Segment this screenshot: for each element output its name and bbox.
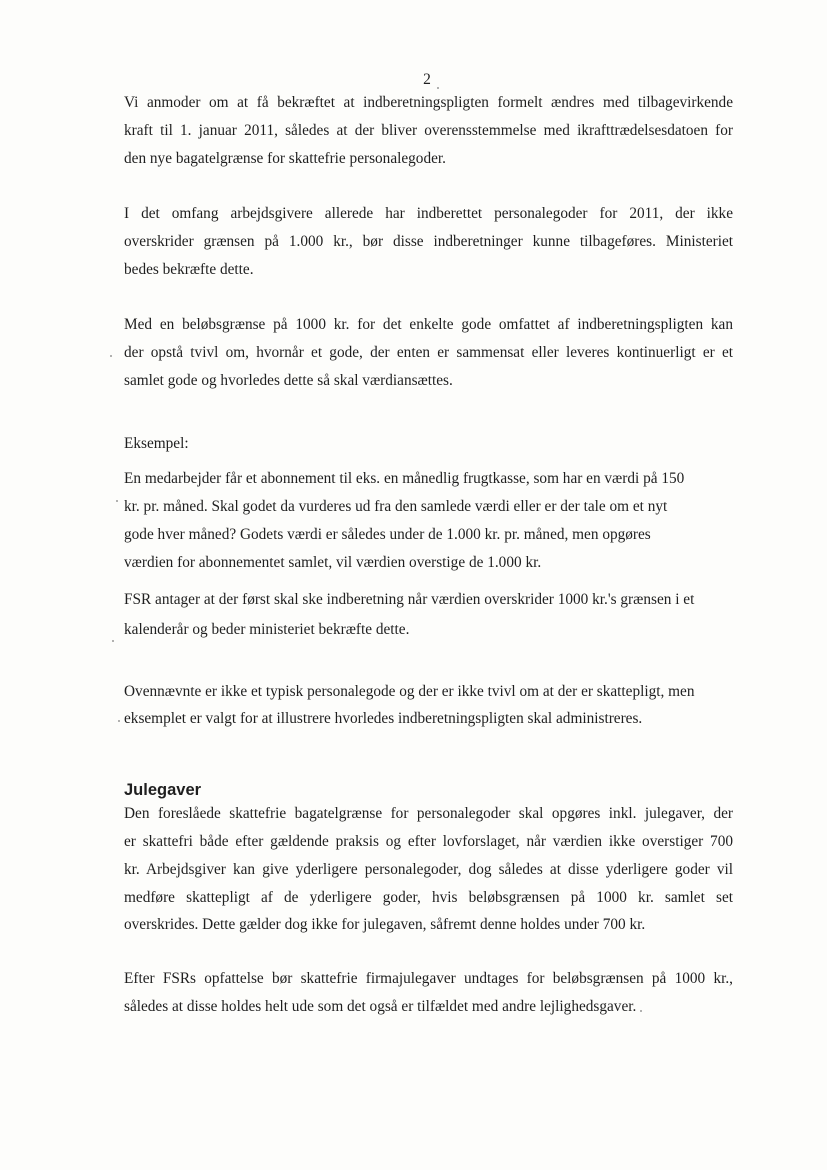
paragraph-line: Den foreslåede skattefrie bagatelgrænse for personalegoder skal opgøres inkl. julegaver, der: [124, 805, 733, 822]
paragraph-line: FSR antager at der først skal ske indberetning når værdien overskrider 1000 kr.'s grænsen i et: [124, 591, 695, 608]
paragraph-line: En medarbejder får et abonnement til eks. en månedlig frugtkasse, som har en værdi på 150: [124, 470, 685, 487]
paragraph-line: overskrides. Dette gælder dog ikke for julegaven, såfremt denne holdes under 700 kr.: [124, 916, 646, 933]
paragraph-line: er skattefri både efter gældende praksis og efter lovforslaget, når værdien ikke overstiger 700: [124, 833, 733, 850]
paragraph-line: overskrider grænsen på 1.000 kr., bør disse indberetninger kunne tilbageføres. Ministeriet: [124, 233, 733, 250]
paragraph-line: Vi anmoder om at få bekræftet at indberetningspligten formelt ændres med tilbagevirkende: [124, 94, 733, 111]
section-heading: Julegaver: [124, 781, 202, 799]
scan-speck: [116, 500, 118, 502]
paragraph-line: medføre skattepligt af de yderligere goder, hvis beløbsgrænsen på 1000 kr. samlet set: [124, 889, 733, 906]
example-label: Eksempel:: [124, 435, 189, 452]
paragraph-line: Efter FSRs opfattelse bør skattefrie firmajulegaver undtages for beløbsgrænsen på 1000 kr.,: [124, 970, 733, 987]
paragraph-line: kalenderår og beder ministeriet bekræfte dette.: [124, 621, 410, 638]
paragraph-line: gode hver måned? Godets værdi er således under de 1.000 kr. pr. måned, men opgøres: [124, 526, 651, 543]
paragraph-line: Ovennævnte er ikke et typisk personalegode og der er ikke tvivl om at der er skattepligt, men: [124, 683, 695, 700]
scan-speck: [110, 355, 112, 357]
paragraph-line: således at disse holdes helt ude som det også er tilfældet med andre lejlighedsgaver.: [124, 998, 637, 1015]
page-number: 2: [423, 71, 431, 88]
scan-speck: [118, 720, 120, 722]
paragraph-line: bedes bekræfte dette.: [124, 261, 254, 278]
paragraph-line: I det omfang arbejdsgivere allerede har indberettet personalegoder for 2011, der ikke: [124, 205, 733, 222]
scan-speck: [437, 87, 439, 89]
paragraph-line: der opstå tvivl om, hvornår et gode, der enten er sammensat eller leveres kontinuerligt er et: [124, 344, 733, 361]
scan-speck: [112, 640, 114, 642]
paragraph-line: kr. Arbejdsgiver kan give yderligere personalegoder, dog således at disse yderligere goder vil: [124, 861, 733, 878]
paragraph-line: kr. pr. måned. Skal godet da vurderes ud fra den samlede værdi eller er der tale om et nyt: [124, 498, 668, 515]
paragraph-line: Med en beløbsgrænse på 1000 kr. for det enkelte gode omfattet af indberetningspligten kan: [124, 316, 733, 333]
paragraph-line: samlet gode og hvorledes dette så skal værdiansættes.: [124, 372, 453, 389]
paragraph-line: den nye bagatelgrænse for skattefrie personalegoder.: [124, 150, 446, 167]
paragraph-line: eksemplet er valgt for at illustrere hvorledes indberetningspligten skal administreres.: [124, 710, 643, 727]
paragraph-line: kraft til 1. januar 2011, således at der bliver overensstemmelse med ikrafttrædelsesdatoen for: [124, 122, 733, 139]
scan-speck: [640, 1010, 642, 1012]
paragraph-line: værdien for abonnementet samlet, vil værdien overstige de 1.000 kr.: [124, 554, 542, 571]
